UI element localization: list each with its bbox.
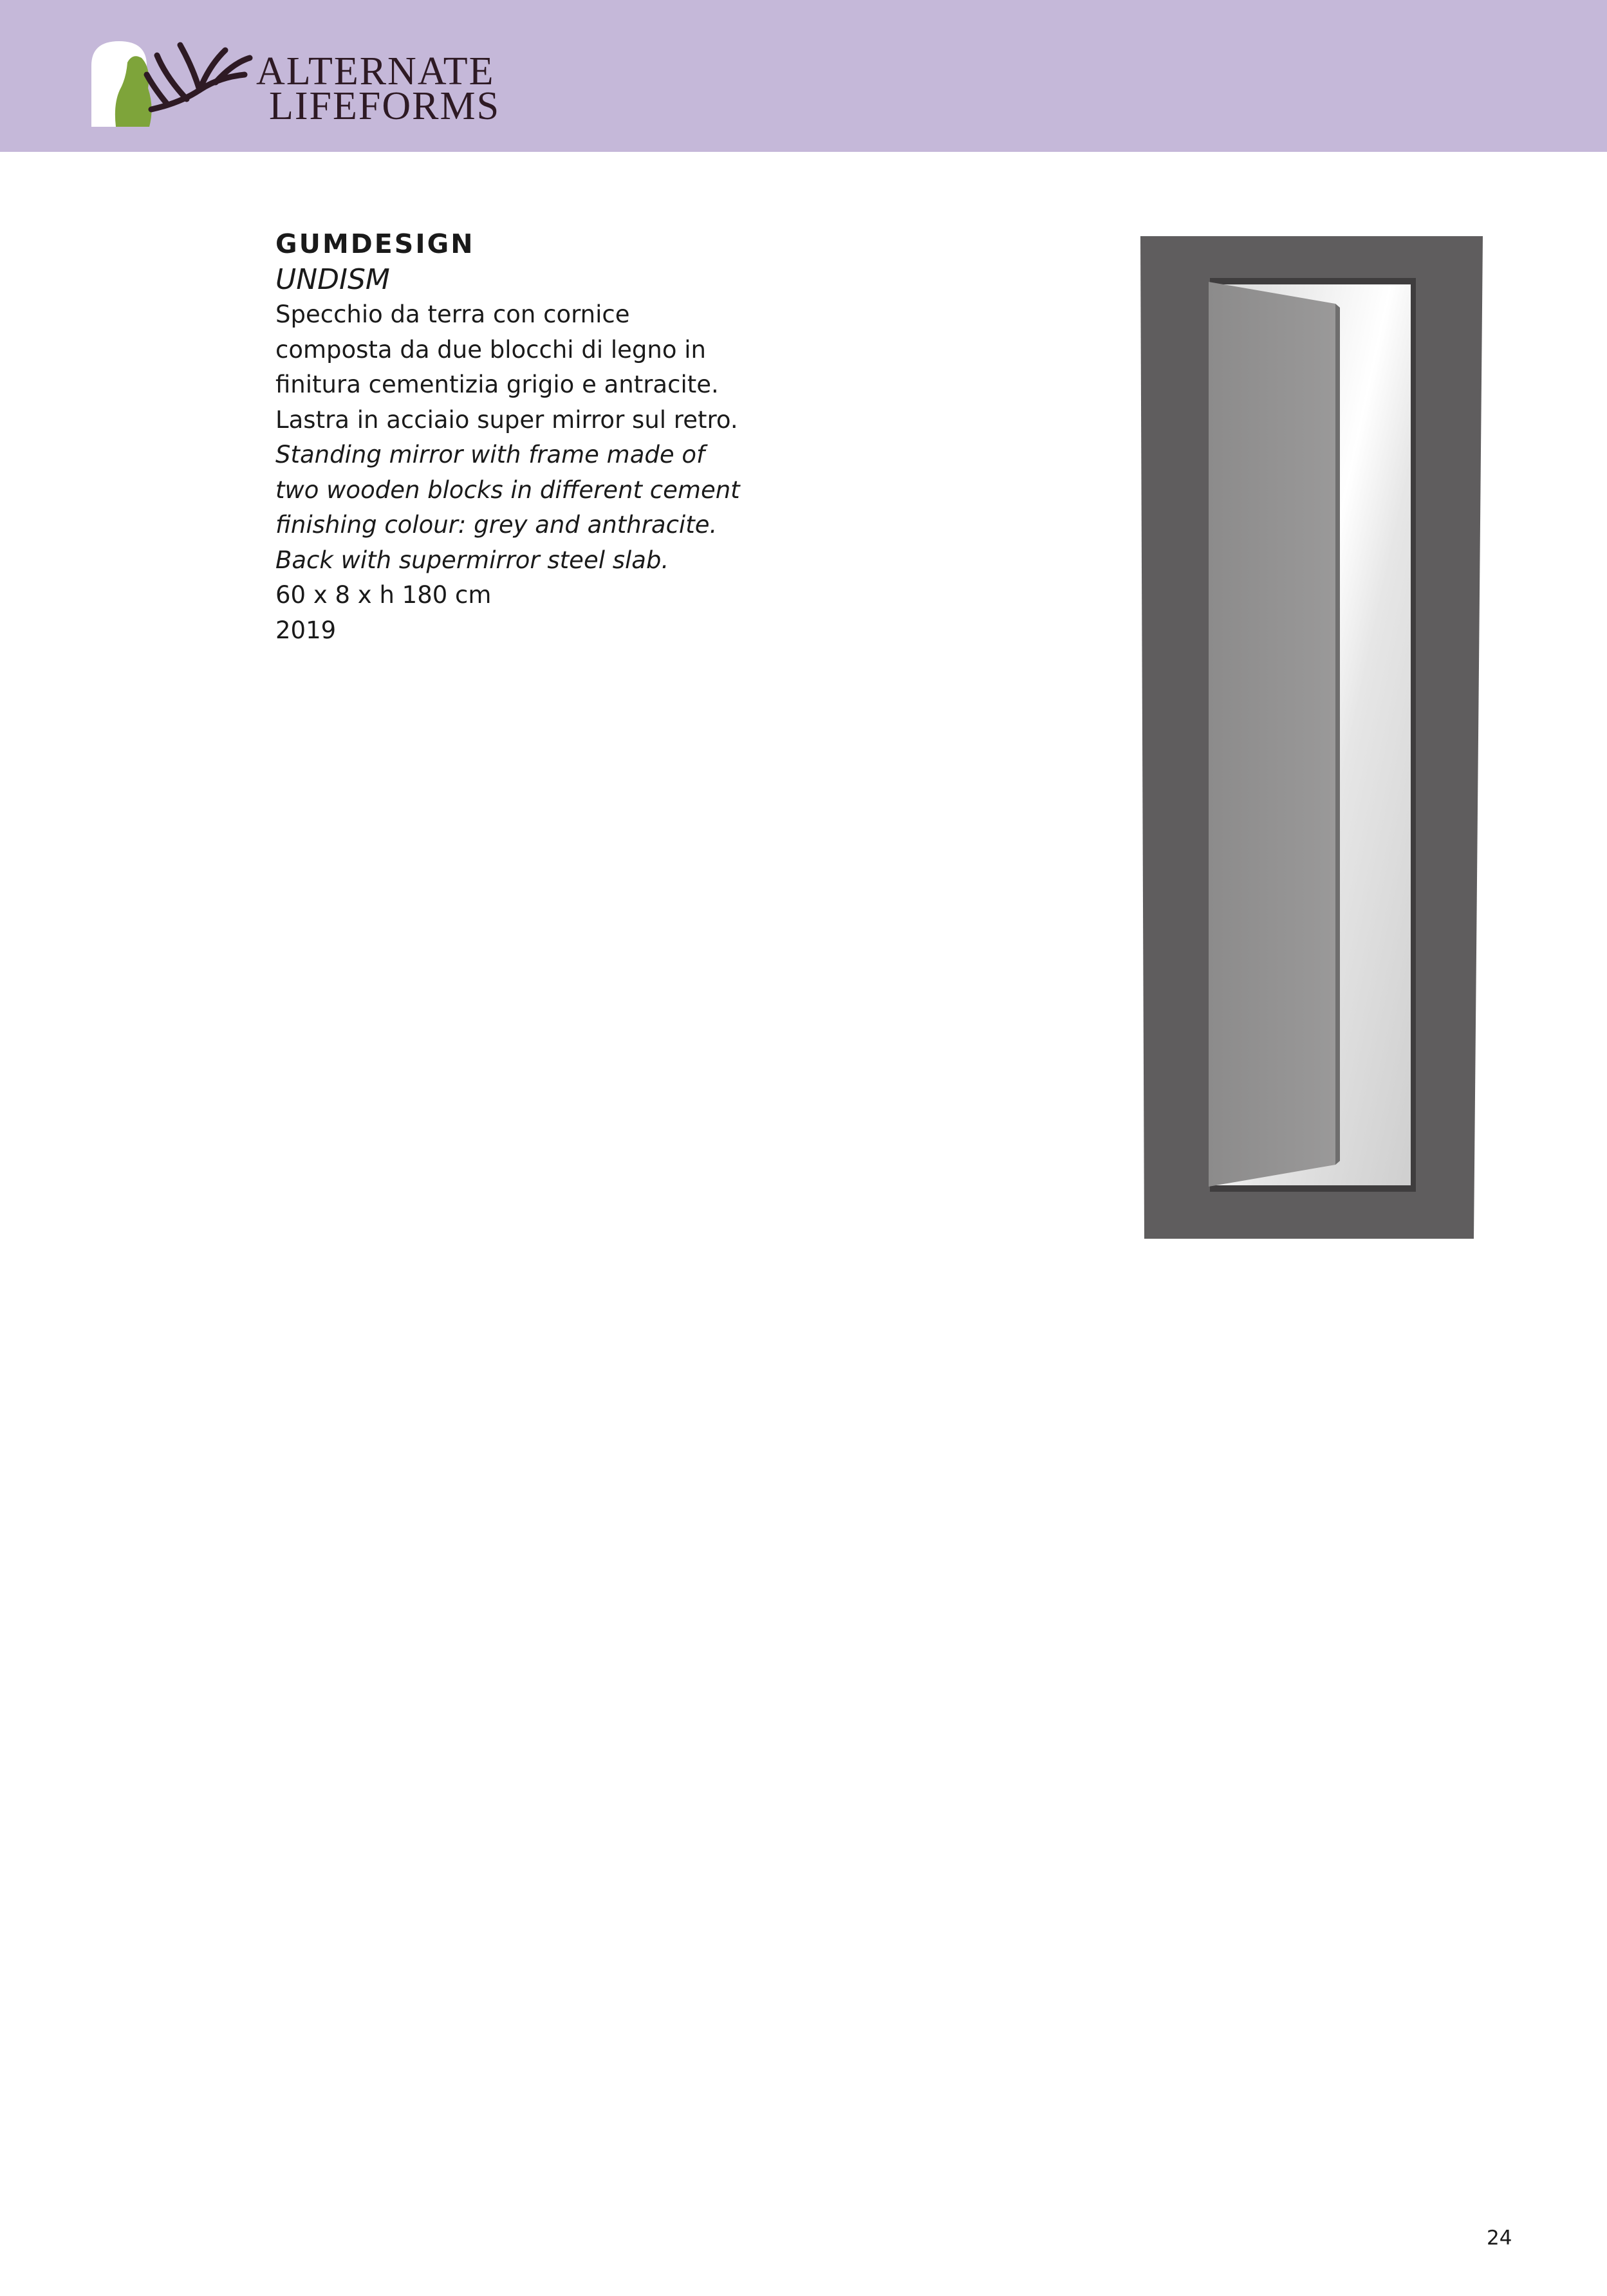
logo-wordmark bbox=[256, 50, 501, 128]
year: 2019 bbox=[275, 616, 337, 644]
logo-mark-icon bbox=[90, 27, 257, 130]
alternate-lifeforms-logo bbox=[90, 27, 515, 130]
mirror-panel-edge bbox=[1335, 304, 1340, 1165]
product-photo bbox=[1133, 232, 1493, 1242]
desc-en-line: two wooden blocks in different cement bbox=[275, 476, 740, 504]
desc-en-line: Standing mirror with frame made of bbox=[275, 441, 705, 468]
desc-it-line: composta da due blocchi di legno in bbox=[275, 335, 706, 364]
page-number: 24 bbox=[1487, 2227, 1512, 2250]
dimensions: 60 x 8 x h 180 cm bbox=[275, 581, 492, 609]
catalog-entry bbox=[275, 225, 855, 648]
desc-it-line: finitura cementizia grigio e antracite. bbox=[275, 371, 719, 398]
desc-it-line: Specchio da terra con cornice bbox=[275, 301, 630, 328]
desc-en-line: Back with supermirror steel slab. bbox=[275, 546, 669, 574]
desc-it-line: Lastra in acciaio super mirror sul retro. bbox=[275, 405, 738, 434]
header-band bbox=[0, 0, 1607, 152]
logo-line2: LIFEFORMS bbox=[269, 84, 501, 128]
designer-name: GUMDESIGN bbox=[275, 228, 475, 259]
product-name: UNDISM bbox=[275, 263, 390, 296]
desc-en-line: finishing colour: grey and anthracite. bbox=[275, 511, 718, 539]
logo-line1: ALTERNATE bbox=[256, 50, 495, 93]
mirror-panel bbox=[1209, 282, 1335, 1187]
